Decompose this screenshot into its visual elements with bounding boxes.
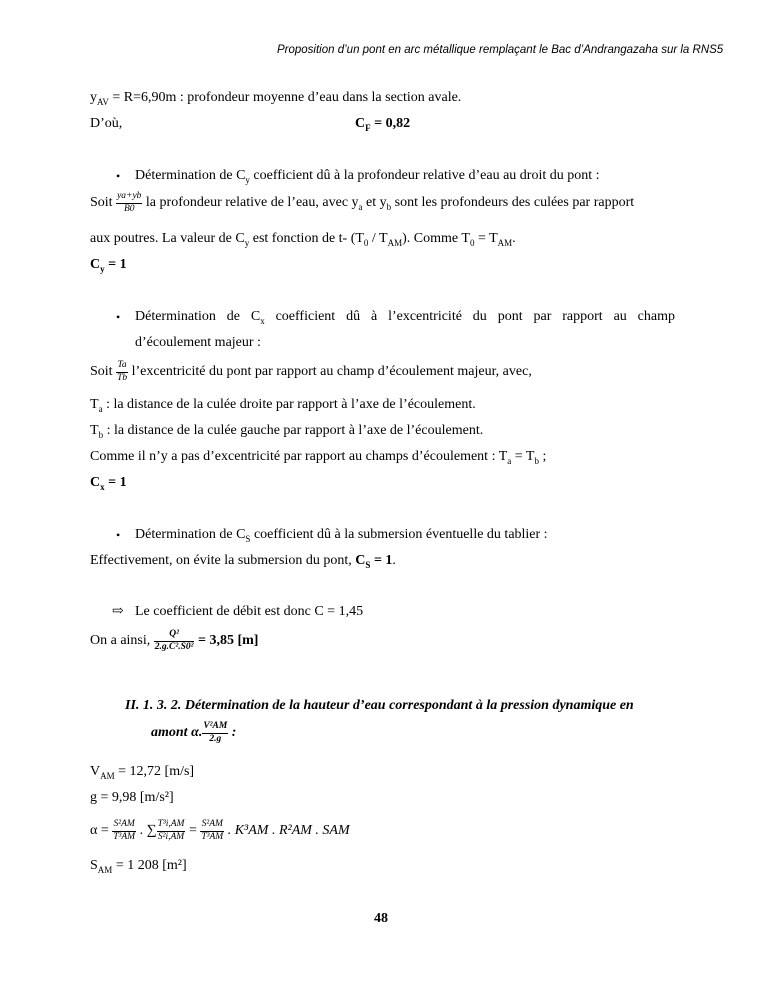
sect-amont: amont [151, 725, 192, 741]
comme-sub-b: b [534, 455, 539, 466]
cy-heading [135, 168, 600, 184]
s2-b: est fonction de t- (T [249, 231, 364, 246]
alpha-frac-2-num: T³i,AM [157, 820, 186, 832]
cx-heading-line1 [135, 309, 675, 325]
alpha-frac-3-num: S²AM [200, 820, 224, 832]
s1-sub-a: a [358, 202, 363, 213]
ta-text: : la distance de la culée droite par rapport à l’axe de l’écoulement. [102, 397, 476, 412]
yav-sub: AV [97, 96, 109, 107]
fraction-denominator: B0 [123, 203, 135, 214]
vam-line [90, 764, 194, 780]
cy-heading-sub: y [245, 174, 250, 185]
head-value: = 3,85 [m] [194, 633, 259, 649]
sect-alpha: α. [191, 725, 203, 741]
alpha-frac-1-den: T³AM [113, 831, 136, 842]
alpha-frac-2 [157, 820, 186, 842]
cy-symbol: C [90, 257, 101, 272]
cx-heading-sub: x [260, 315, 265, 326]
comme-sub-a: a [507, 455, 512, 466]
s1-sub-b: b [386, 202, 392, 213]
tb-symbol: T [90, 423, 99, 438]
comme-b: = T [511, 449, 535, 464]
alpha-equals: = [185, 823, 201, 839]
cx-sub: x [100, 481, 105, 492]
cf-symbol: C [355, 116, 366, 131]
s2-subam: AM [387, 237, 403, 248]
cf-sub: F [365, 122, 371, 133]
cy-function-line [90, 231, 516, 247]
s2-sub: y [244, 237, 250, 248]
alpha-frac-1 [112, 820, 136, 842]
discharge-coefficient: Le coefficient de débit est donc C = 1,45 [135, 604, 364, 619]
cf-result [355, 116, 410, 132]
q-fraction-den: 2.g.C².S0² [154, 641, 194, 652]
yav-var: y [90, 90, 97, 105]
s2-f: . [512, 231, 516, 246]
bullet-cs: • [116, 528, 121, 542]
bullet-cx: • [116, 310, 121, 324]
running-header: Proposition d’un pont en arc métallique remplaçant le Bac d’Andrangazaha sur la RNS5 [277, 44, 724, 56]
relative-depth-fraction [116, 192, 142, 214]
sam-symbol: S [90, 858, 98, 873]
q-fraction-num: Q² [154, 630, 195, 642]
g-line: g = 9,98 [m/s²] [90, 790, 174, 805]
ta-sub: a [98, 403, 103, 414]
cy-value: = 1 [104, 257, 127, 272]
section-heading-line2 [151, 722, 236, 744]
s3-text: l’excentricité du pont par rapport au champ d’écoulement majeur, avec, [128, 364, 532, 380]
soit-word: Soit [90, 195, 113, 211]
fraction-numerator-2: Ta [116, 361, 128, 373]
soit-eccentricity [90, 361, 532, 383]
arrow-icon: ⇨ [112, 604, 124, 619]
cx-result [90, 475, 127, 491]
cs-sub: S [365, 559, 371, 570]
sect-fraction-num: V²AM [202, 722, 228, 734]
no-eccentricity-line [90, 449, 546, 465]
s1-text-c: sont les profondeurs des culées par rapport [391, 195, 635, 211]
s2-c: / T [368, 231, 388, 246]
comme-c: ; [538, 449, 547, 464]
bullet-cy: • [116, 169, 121, 183]
yav-line [90, 90, 461, 106]
s2-e: = T [474, 231, 498, 246]
cx-heading-b: coefficient dû à l’excentricité du pont par rapport au champ [264, 309, 675, 324]
alpha-frac-3-den: T³AM [201, 831, 224, 842]
submersion-line [90, 553, 396, 569]
page-number: 48 [374, 911, 388, 926]
s2-sub0: 0 [363, 237, 369, 248]
vam-sub: AM [100, 770, 115, 781]
s1-text-a: la profondeur relative de l’eau, avec y [142, 195, 359, 211]
alpha-frac-1-num: S²AM [112, 820, 136, 832]
sam-sub: AM [97, 864, 113, 875]
cs-symbol: C [355, 553, 366, 568]
alpha-tail: . K³AM . R²AM . SAM [224, 823, 350, 839]
eccentricity-fraction [116, 361, 128, 383]
cy-result [90, 257, 127, 273]
cx-heading-line2: d’écoulement majeur : [135, 335, 261, 350]
sect-colon: : [228, 725, 237, 741]
cs-result [355, 553, 392, 568]
section-heading-line1: II. 1. 3. 2. Détermination de la hauteur d’eau correspondant à la pression dynamique en [125, 698, 634, 713]
fraction-denominator-2: Tb [117, 372, 128, 383]
vam-symbol: V [90, 764, 101, 779]
soit-relative-depth [90, 192, 634, 214]
cy-heading-a: Détermination de C [135, 168, 246, 183]
alpha-sum: . ∑ [136, 823, 157, 839]
cs-heading [135, 527, 548, 543]
alpha-frac-2-den: S²i,AM [157, 831, 185, 842]
cx-heading-a: Détermination de C [135, 309, 261, 324]
cs-heading-a: Détermination de C [135, 527, 246, 542]
tb-definition [90, 423, 483, 439]
tb-sub: b [98, 429, 104, 440]
soit-word-2: Soit [90, 364, 113, 380]
cs-heading-b: coefficient dû à la submersion éventuelle du tablier : [250, 527, 548, 542]
cf-value: = 0,82 [370, 116, 411, 131]
s2-d: ). Comme T [402, 231, 470, 246]
s2-subam2: AM [497, 237, 513, 248]
sam-line [90, 858, 187, 874]
q-fraction [154, 630, 195, 652]
cs-heading-sub: S [245, 533, 251, 544]
yav-text: = R=6,90m : profondeur moyenne d’eau dans la section avale. [108, 90, 462, 105]
tb-text: : la distance de la culée gauche par rapport à l’axe de l’écoulement. [103, 423, 484, 438]
comme-a: Comme il n’y a pas d’excentricité par rapport au champs d’écoulement : T [90, 449, 508, 464]
ta-symbol: T [90, 397, 99, 412]
s2-a: aux poutres. La valeur de C [90, 231, 245, 246]
sect-fraction [202, 722, 228, 744]
eff-end: . [392, 553, 396, 568]
alpha-frac-3 [200, 820, 224, 842]
result-line [90, 630, 258, 652]
ta-definition [90, 397, 476, 413]
alpha-eq: α = [90, 823, 113, 839]
s2-sub0b: 0 [469, 237, 475, 248]
dou-label: D’où, [90, 116, 123, 131]
sect-fraction-den: 2.g [209, 733, 222, 744]
onaa-text: On a ainsi, [90, 633, 154, 649]
fraction-numerator: ya+yb [116, 192, 142, 204]
sam-value: = 1 208 [m²] [112, 858, 187, 873]
s1-text-b: et y [362, 195, 387, 211]
cx-value: = 1 [104, 475, 127, 490]
cx-symbol: C [90, 475, 101, 490]
cy-heading-b: coefficient dû à la profondeur relative d’eau au droit du pont : [249, 168, 600, 183]
eff-text: Effectivement, on évite la submersion du pont, [90, 553, 356, 568]
cs-value: = 1 [370, 553, 393, 568]
alpha-formula [90, 820, 350, 842]
vam-value: = 12,72 [m/s] [114, 764, 195, 779]
cy-sub: y [100, 263, 105, 274]
